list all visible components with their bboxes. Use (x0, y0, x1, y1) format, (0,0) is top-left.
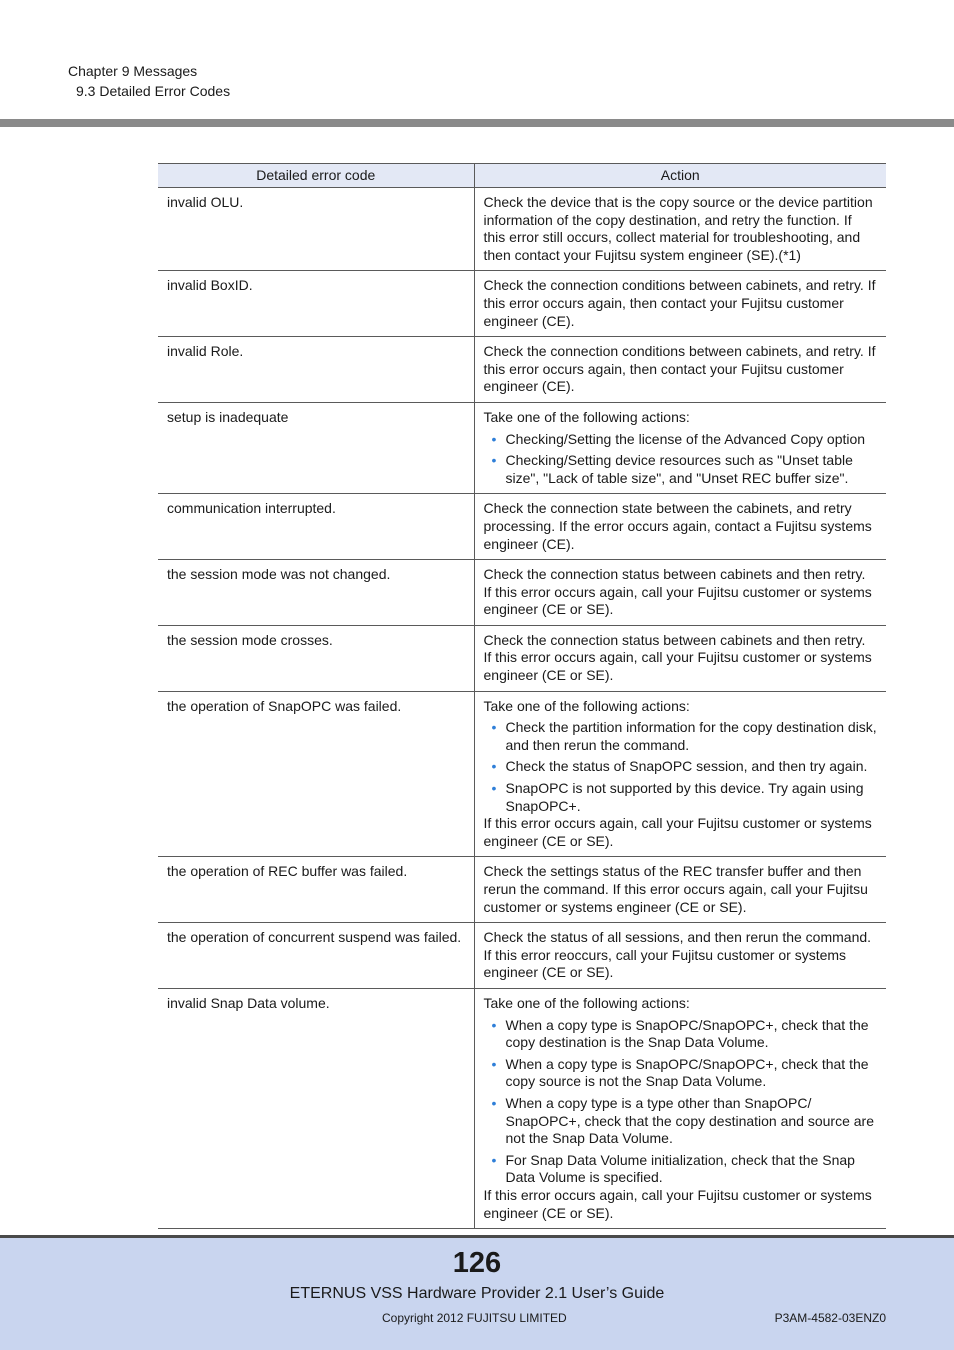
error-code-cell: the session mode crosses. (158, 625, 474, 691)
action-cell (474, 494, 886, 560)
action-bullet: • SnapOPC is not supported by this device. Try again using SnapOPC+. (484, 780, 878, 815)
table-row (158, 560, 886, 626)
error-code-cell: invalid Role. (158, 337, 474, 403)
guide-title: ETERNUS VSS Hardware Provider 2.1 User’s Guide (289, 1285, 665, 1302)
action-bullet-list (484, 1017, 878, 1187)
section-title: 9.3 Detailed Error Codes (76, 83, 231, 99)
action-text: Take one of the following actions: (483, 408, 690, 425)
action-text: Check the connection status between cabinets and then retry. If this error occurs again, call your Fujitsu customer or systems engineer (CE or SE). (483, 631, 872, 684)
action-text: Check the settings status of the REC transfer buffer and then rerun the command. If this error occurs again, call your Fujitsu customer or systems engineer (CE or SE). (483, 863, 868, 915)
header-rule (0, 119, 954, 127)
action-cell (474, 271, 886, 337)
action-bullet: • Checking/Setting the license of the Advanced Copy option (484, 431, 878, 449)
action-cell (474, 857, 886, 923)
action-cell (474, 188, 886, 271)
action-text: Check the connection state between the cabinets, and retry processing. If the error occurs again, contact a Fujitsu systems engineer (CE). (483, 500, 872, 552)
action-text: Check the connection status between cabinets and then retry. If this error occurs again, call your Fujitsu customer or systems engineer (CE or SE). (483, 566, 872, 618)
action-text: Take one of the following actions: (483, 697, 690, 714)
error-code-cell: the session mode was not changed. (158, 560, 474, 626)
action-cell (474, 923, 886, 989)
page-footer (0, 1235, 954, 1350)
action-cell (474, 560, 886, 626)
action-followup-text: If this error occurs again, call your Fujitsu customer or systems engineer (CE or SE). (483, 815, 872, 849)
action-bullet: • Check the status of SnapOPC session, and then try again. (484, 758, 878, 776)
table-row (158, 923, 886, 989)
column-header-code: Detailed error code (158, 164, 474, 188)
table-row (158, 402, 886, 493)
action-bullet: • Checking/Setting device resources such as "Unset table size", "Lack of table size", and "Unset REC buffer size". (484, 452, 878, 487)
table-row (158, 625, 886, 691)
table-row (158, 988, 886, 1228)
error-code-cell: communication interrupted. (158, 494, 474, 560)
copyright: Copyright 2012 FUJITSU LIMITED (382, 1311, 567, 1325)
table-row (158, 337, 886, 403)
table-row (158, 494, 886, 560)
error-code-cell: invalid Snap Data volume. (158, 988, 474, 1228)
error-code-cell: the operation of SnapOPC was failed. (158, 691, 474, 857)
action-cell (474, 337, 886, 403)
table-row (158, 857, 886, 923)
action-cell (474, 691, 886, 857)
action-bullet: • Check the partition information for the copy destination disk, and then rerun the command. (484, 719, 878, 754)
error-code-cell: invalid OLU. (158, 188, 474, 271)
error-code-cell: setup is inadequate (158, 402, 474, 493)
action-text: Check the device that is the copy source or the device partition information of the copy destination, and retry the function. If this error still occurs, collect material for troubleshooting, and then contact your Fujitsu system engineer (SE).(*1) (483, 194, 873, 263)
action-cell (474, 625, 886, 691)
action-text: Check the status of all sessions, and then rerun the command. If this error reoccurs, call your Fujitsu customer or systems engineer (CE or SE). (483, 929, 872, 981)
action-cell (474, 402, 886, 493)
action-text: Check the connection conditions between cabinets, and retry. If this error occurs again, then contact your Fujitsu customer engineer (CE). (483, 343, 876, 395)
error-code-cell: the operation of REC buffer was failed. (158, 857, 474, 923)
action-bullet: • When a copy type is SnapOPC/SnapOPC+, check that the copy destination is the Snap Data Volume. (484, 1017, 878, 1052)
page-number: 126 (452, 1247, 502, 1279)
action-bullet: • When a copy type is a type other than SnapOPC/ SnapOPC+, check that the copy destination and source are not the Snap Data Volume. (484, 1095, 878, 1148)
action-text: Take one of the following actions: (483, 994, 690, 1011)
action-bullet: • For Snap Data Volume initialization, check that the Snap Data Volume is specified. (484, 1152, 878, 1187)
chapter-title: Chapter 9 Messages (68, 63, 198, 79)
document-code: P3AM-4582-03ENZ0 (774, 1311, 886, 1325)
action-cell (474, 988, 886, 1228)
table-row (158, 271, 886, 337)
table-row (158, 188, 886, 271)
action-text: Check the connection conditions between cabinets, and retry. If this error occurs again, then contact your Fujitsu customer engineer (CE). (483, 277, 876, 329)
error-code-cell: the operation of concurrent suspend was failed. (158, 923, 474, 989)
error-code-cell: invalid BoxID. (158, 271, 474, 337)
action-bullet-list (484, 431, 878, 488)
error-code-table (158, 163, 886, 1229)
table-row (158, 691, 886, 857)
column-header-action: Action (474, 164, 886, 188)
action-bullet-list (484, 719, 878, 815)
table-header-row (158, 164, 886, 188)
action-bullet: • When a copy type is SnapOPC/SnapOPC+, check that the copy source is not the Snap Data Volume. (484, 1056, 878, 1091)
action-followup-text: If this error occurs again, call your Fujitsu customer or systems engineer (CE or SE). (483, 1186, 872, 1221)
